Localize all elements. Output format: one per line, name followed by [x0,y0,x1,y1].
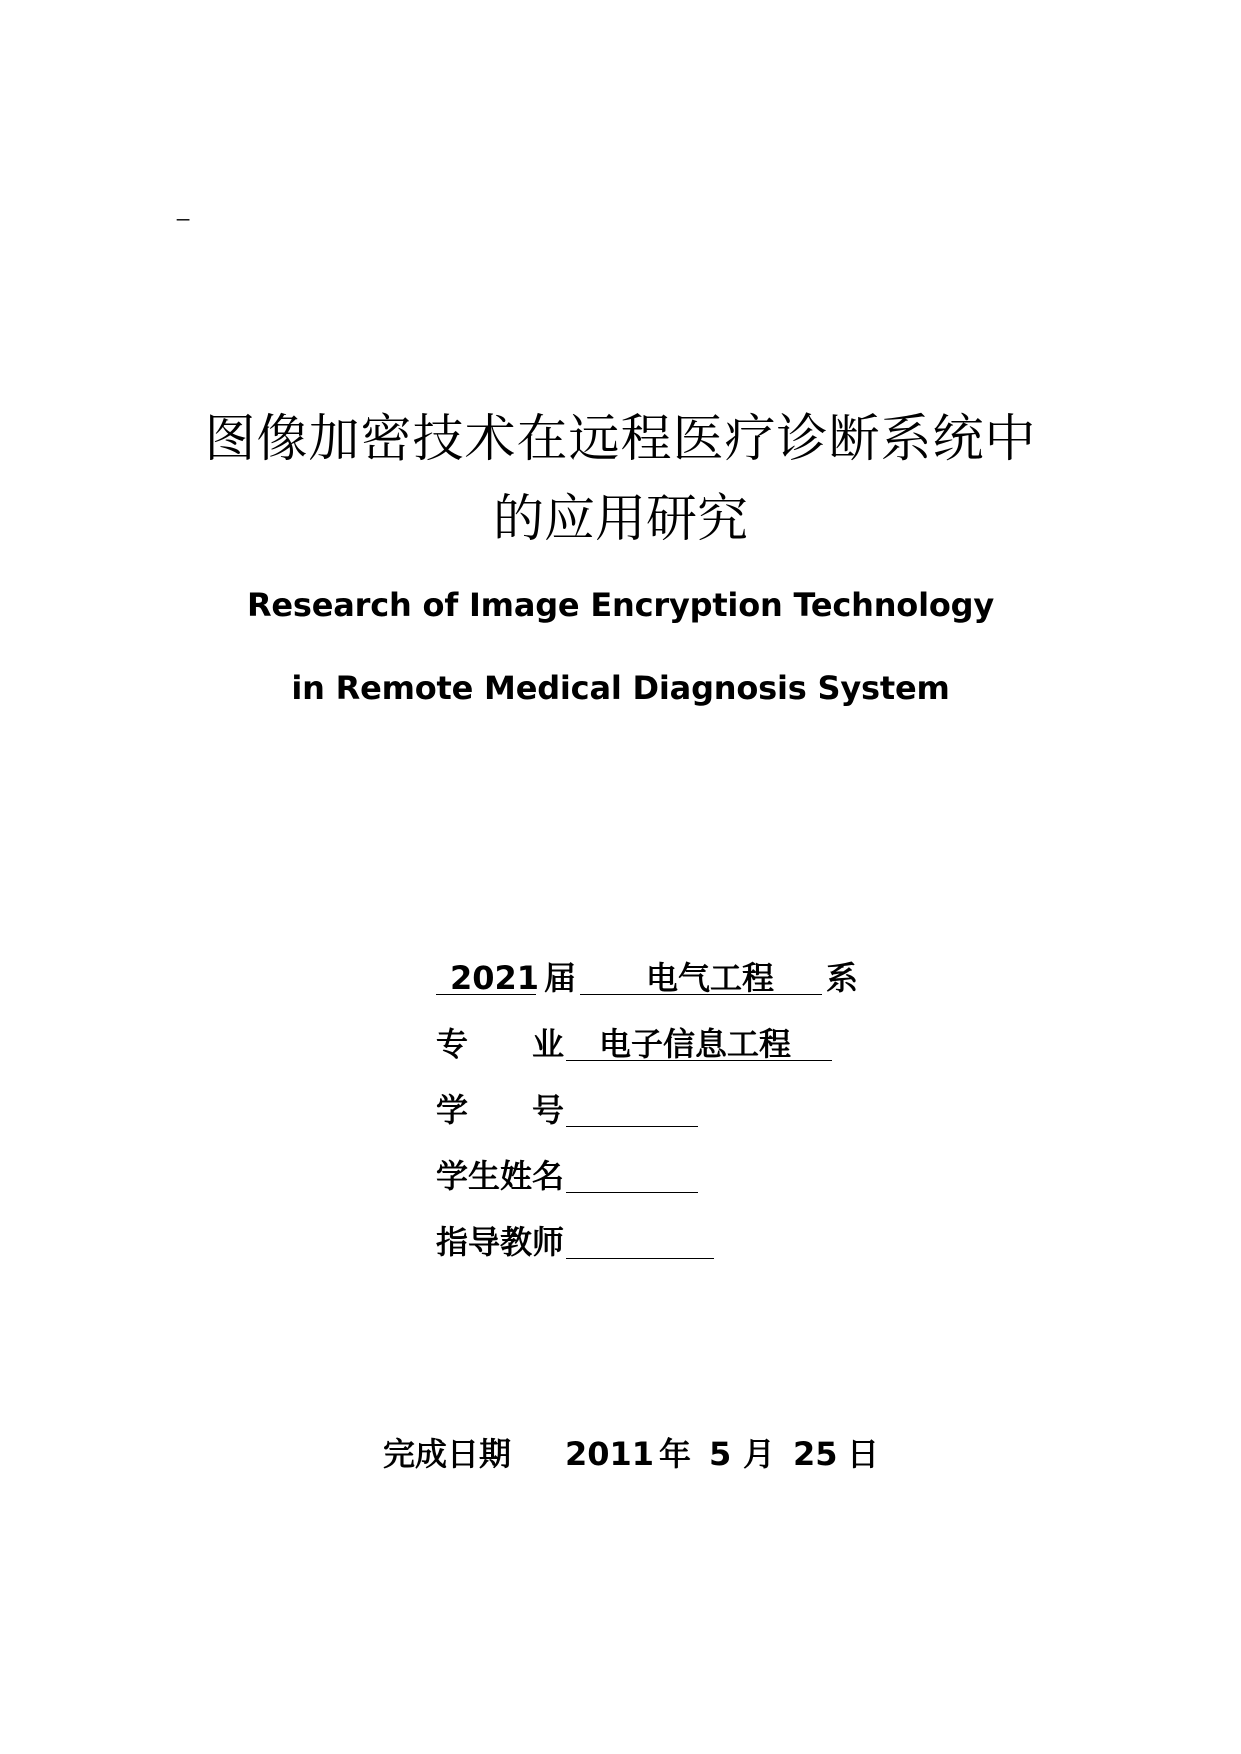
completion-year-unit: 年 [659,1435,692,1473]
student-id-underline [566,1126,698,1127]
graduation-year-suffix: 届 [544,959,577,997]
completion-day: 25 [793,1435,838,1473]
department: 电气工程 [646,959,775,997]
completion-month-unit: 月 [743,1435,776,1473]
english-title-line-1: Research of Image Encryption Technology [246,586,995,624]
class-department-row [436,956,896,1000]
student-name-underline [566,1192,698,1193]
completion-month: 5 [709,1435,732,1473]
student-id-row [436,1088,736,1132]
chinese-title-line-2: 的应用研究 [492,490,748,549]
major-label-char-1: 专 [436,1025,469,1063]
student-name-label: 学生姓名 [436,1157,565,1195]
advisor-label: 指导教师 [436,1223,565,1261]
chinese-title-line-1: 图像加密技术在远程医疗诊断系统中 [204,410,1037,469]
completion-date-row [383,1432,883,1476]
completion-day-unit: 日 [847,1435,880,1473]
major-value: 电子信息工程 [599,1025,792,1063]
advisor-underline [566,1258,714,1259]
student-name-row [436,1154,736,1198]
major-label-char-2: 业 [532,1025,565,1063]
major-row [436,1022,856,1066]
graduation-year: 2021 [450,959,540,997]
student-id-label-char-2: 号 [532,1091,565,1129]
completion-year: 2011 [565,1435,655,1473]
completion-date-label: 完成日期 [383,1435,512,1473]
department-suffix: 系 [826,959,859,997]
corner-mark: _ [177,196,190,221]
advisor-row [436,1220,756,1264]
english-title-line-2: in Remote Medical Diagnosis System [291,669,950,707]
student-id-label-char-1: 学 [436,1091,469,1129]
